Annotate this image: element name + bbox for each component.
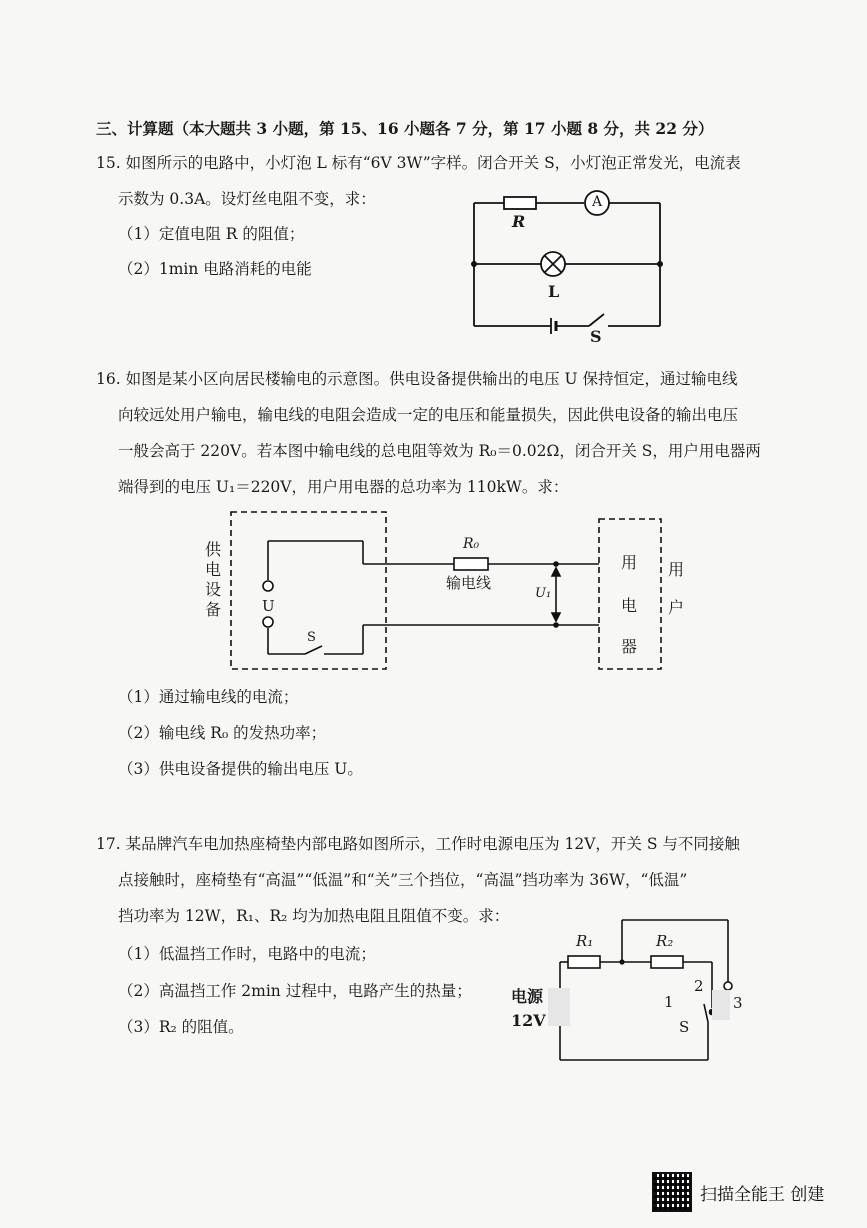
q15-sub-1: （1）定值电阻 R 的阻值； — [118, 225, 305, 243]
q16-line-4: 端得到的电压 U₁＝220V，用户用电器的总功率为 110kW。求： — [118, 478, 569, 496]
q17-contact-3: 3 — [733, 994, 743, 1012]
q17-label-voltage: 12V — [511, 1011, 546, 1030]
user-label-1: 用 — [668, 560, 685, 579]
q16-line-2: 向较远处用户输电，输电线的电阻会造成一定的电压和能量损失，因此供电设备的输出电压 — [118, 406, 739, 424]
q17-line-3: 挡功率为 12W，R₁、R₂ 均为加热电阻且阻值不变。求： — [118, 907, 510, 925]
q17-label-source: 电源 — [511, 987, 544, 1006]
q16-line-3: 一般会高于 220V。若本图中输电线的总电阻等效为 R₀＝0.02Ω，闭合开关 S，用户用电器两 — [118, 442, 761, 460]
user-label-2: 户 — [668, 598, 685, 617]
qr-code-icon — [652, 1172, 692, 1212]
section-header: 三、计算题（本大题共 3 小题，第 15、16 小题各 7 分，第 17 小题 8 分，共 22 分） — [96, 119, 714, 138]
q15-sub-2: （2）1min 电路消耗的电能 — [118, 260, 312, 278]
q16-label-wire: 输电线 — [446, 574, 492, 592]
q16-sub-2: （2）输电线 R₀ 的发热功率； — [118, 724, 327, 742]
supply-label-1: 供 — [205, 540, 222, 559]
q17-line-1: 17. 某品牌汽车电加热座椅垫内部电路如图所示，工作时电源电压为 12V，开关 S 与不同接触 — [96, 835, 740, 853]
ammeter-icon: A — [592, 194, 603, 210]
q15-line-1: 15. 如图所示的电路中，小灯泡 L 标有“6V 3W”字样。闭合开关 S，小灯泡正常发光，电流表 — [96, 154, 741, 172]
scanner-text: 扫描全能王 创建 — [700, 1184, 825, 1205]
q17-line-2: 点接触时，座椅垫有“高温”“低温”和“关”三个挡位，“高温”挡功率为 36W，“低温” — [118, 871, 688, 889]
supply-label-4: 备 — [205, 600, 222, 619]
q17-contact-1: 1 — [664, 993, 674, 1011]
q17-sub-3: （3）R₂ 的阻值。 — [118, 1018, 244, 1036]
q16-sub-1: （1）通过输电线的电流； — [118, 688, 299, 706]
q16-sub-3: （3）供电设备提供的输出电压 U。 — [118, 760, 363, 778]
q17-label-r2: R₂ — [656, 932, 674, 950]
appliance-label-2: 电 — [621, 596, 638, 615]
q16-line-1: 16. 如图是某小区向居民楼输电的示意图。供电设备提供输出的电压 U 保持恒定，通过输电线 — [96, 370, 738, 388]
q17-sub-2: （2）高温挡工作 2min 过程中，电路产生的热量； — [118, 982, 472, 1000]
q16-label-s: S — [307, 630, 316, 645]
scanner-watermark — [652, 1172, 824, 1212]
q17-contact-2: 2 — [694, 977, 704, 995]
q15-line-2: 示数为 0.3A。设灯丝电阻不变，求： — [118, 190, 376, 208]
appliance-label-3: 器 — [621, 637, 638, 656]
q15-label-s: S — [590, 327, 602, 346]
q16-label-r0: R₀ — [463, 536, 480, 552]
supply-label-2: 电 — [205, 560, 222, 579]
q17-label-r1: R₁ — [576, 932, 594, 950]
q15-label-r: R — [512, 212, 526, 231]
q15-label-l: L — [548, 282, 560, 301]
q17-sub-1: （1）低温挡工作时，电路中的电流； — [118, 945, 376, 963]
appliance-label-1: 用 — [621, 553, 638, 572]
q16-label-u1: U₁ — [535, 586, 552, 601]
q16-label-u: U — [262, 597, 275, 615]
supply-label-3: 设 — [205, 580, 222, 599]
q17-label-s: S — [679, 1018, 690, 1036]
